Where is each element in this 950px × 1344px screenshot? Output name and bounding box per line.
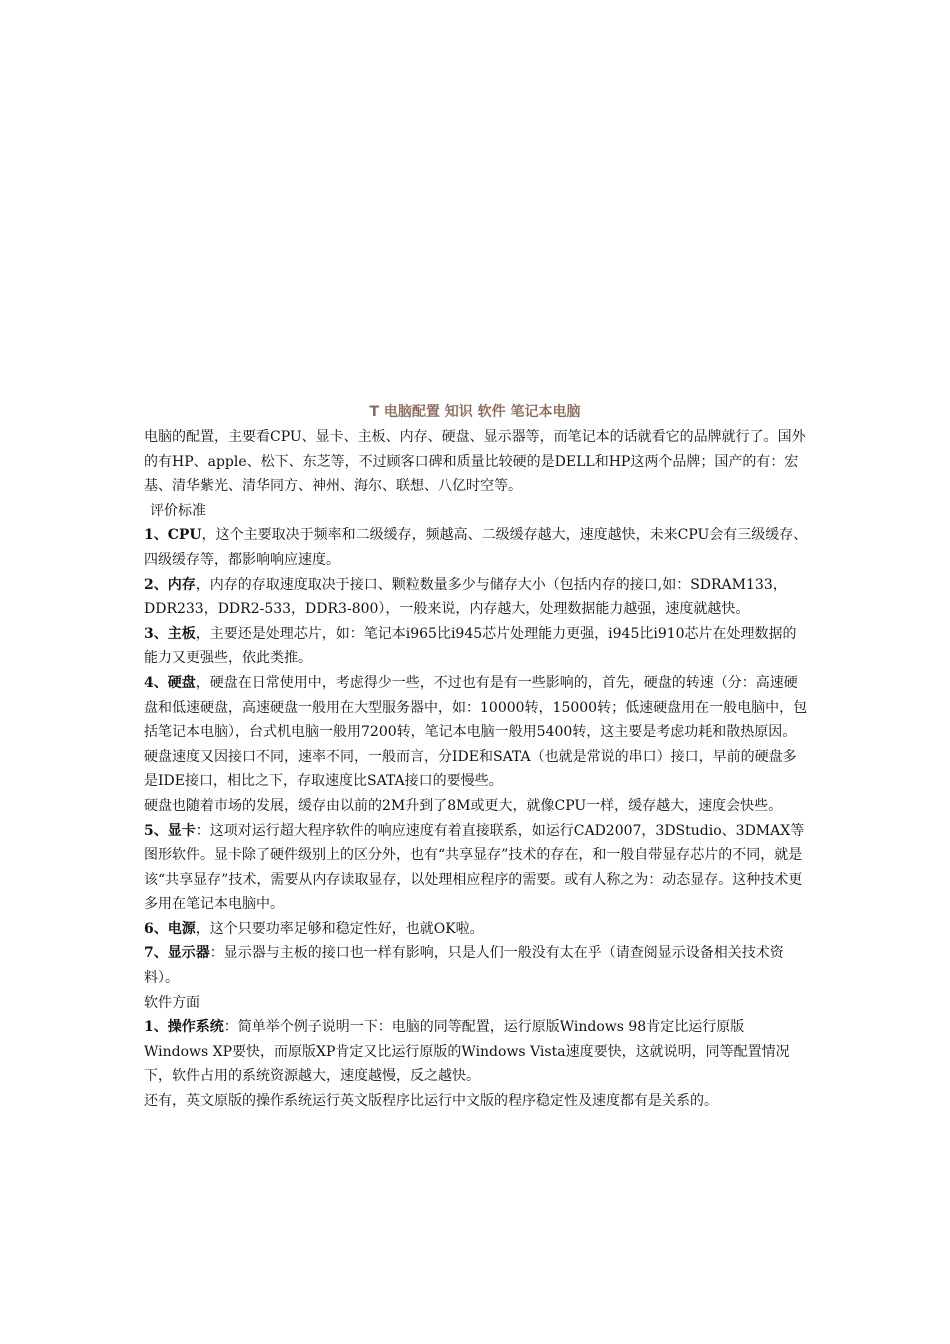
criterion-gpu	[144, 819, 808, 917]
criterion-text: ：显示器与主板的接口也一样有影响，只是人们一般没有太在乎（请查阅显示设备相关技术资料）。	[144, 945, 784, 987]
criterion-monitor	[144, 941, 808, 990]
criterion-text: ：这项对运行超大程序软件的响应速度有着直接联系，如运行CAD2007，3DStudio、3DMAX等图形软件。显卡除了硬件级别上的区分外，也有“共享显存”技术的存在，和一般自带显存芯片的不同，就是该“共享显存”技术，需要从内存读取显存，以处理相应程序的需要。或有人称之为：动态显存。这种技术更多用在笔记本电脑中。	[144, 822, 805, 913]
intro-paragraph: 电脑的配置，主要看CPU、显卡、主板、内存、硬盘、显示器等，而笔记本的话就看它的品牌就行了。国外的有HP、apple、松下、东芝等，不过顾客口碑和质量比较硬的是DELL和HP这两个品牌；国产的有：宏基、清华紫光、清华同方、神州、海尔、联想、八亿时空等。	[144, 429, 806, 495]
criterion-head: 1、操作系统	[144, 1019, 224, 1036]
criterion-head: 3、主板	[144, 625, 196, 642]
criteria-heading: 评价标准	[150, 502, 206, 519]
criterion-motherboard	[144, 622, 808, 671]
criterion-text: ，这个只要功率足够和稳定性好，也就OK啦。	[195, 920, 484, 937]
hdd-paragraph-1: 硬盘速度又因接口不同，速率不同，一般而言，分IDE和SATA（也就是常说的串口）接口，早前的硬盘多是IDE接口，相比之下，存取速度比SATA接口的要慢些。	[144, 748, 797, 790]
criterion-text: ，硬盘在日常使用中，考虑得少一些，不过也有是有一些影响的，首先，硬盘的转速（分：高速硬盘和低速硬盘，高速硬盘一般用在大型服务器中，如：10000转，15000转；低速硬盘用在一般电脑中，包括笔记本电脑），台式机电脑一般用7200转，笔记本电脑一般用5400转，这主要是考虑功耗和散热原因。	[144, 674, 808, 741]
criterion-hdd	[144, 671, 808, 745]
criterion-head: 4、硬盘	[144, 674, 196, 691]
criterion-cpu	[144, 523, 808, 572]
criterion-head: 6、电源	[144, 920, 196, 937]
final-paragraph: 还有，英文原版的操作系统运行英文版程序比运行中文版的程序稳定性及速度都有是关系的。	[144, 1093, 718, 1110]
criterion-text: ，这个主要取决于频率和二级缓存，频越高、二级缓存越大，速度越快，未来CPU会有三级缓存、四级缓存等，都影响响应速度。	[144, 527, 808, 568]
software-os	[144, 1015, 808, 1089]
criterion-head: 1、CPU	[144, 527, 202, 544]
software-heading: 软件方面	[144, 994, 200, 1011]
criterion-head: 2、内存	[144, 576, 196, 593]
criterion-memory	[144, 573, 808, 622]
criterion-text: ，主要还是处理芯片，如：笔记本i965比i945芯片处理能力更强，i945比i910芯片在处理数据的能力又更强些，依此类推。	[144, 625, 797, 667]
criterion-head: 5、显卡	[144, 822, 196, 839]
document-body	[144, 425, 808, 1114]
criterion-head: 7、显示器	[144, 945, 210, 962]
criterion-psu	[144, 917, 808, 942]
criterion-text: ：简单举个例子说明一下：电脑的同等配置，运行原版Windows 98肯定比运行原版Windows XP要快，而原版XP肯定又比运行原版的Windows Vista速度要快，这就说明，同等配置情况下，软件占用的系统资源越大，速度越慢，反之越快。	[144, 1019, 790, 1085]
document-title: T 电脑配置 知识 软件 笔记本电脑	[369, 404, 581, 420]
hdd-paragraph-2: 硬盘也随着市场的发展，缓存由以前的2M升到了8M或更大，就像CPU一样，缓存越大，速度会快些。	[144, 797, 783, 814]
criterion-text: ，内存的存取速度取决于接口、颗粒数量多少与储存大小（包括内存的接口,如：SDRAM133，DDR233，DDR2-533，DDR3-800），一般来说，内存越大，处理数据能力越强，速度就越快。	[144, 576, 787, 618]
